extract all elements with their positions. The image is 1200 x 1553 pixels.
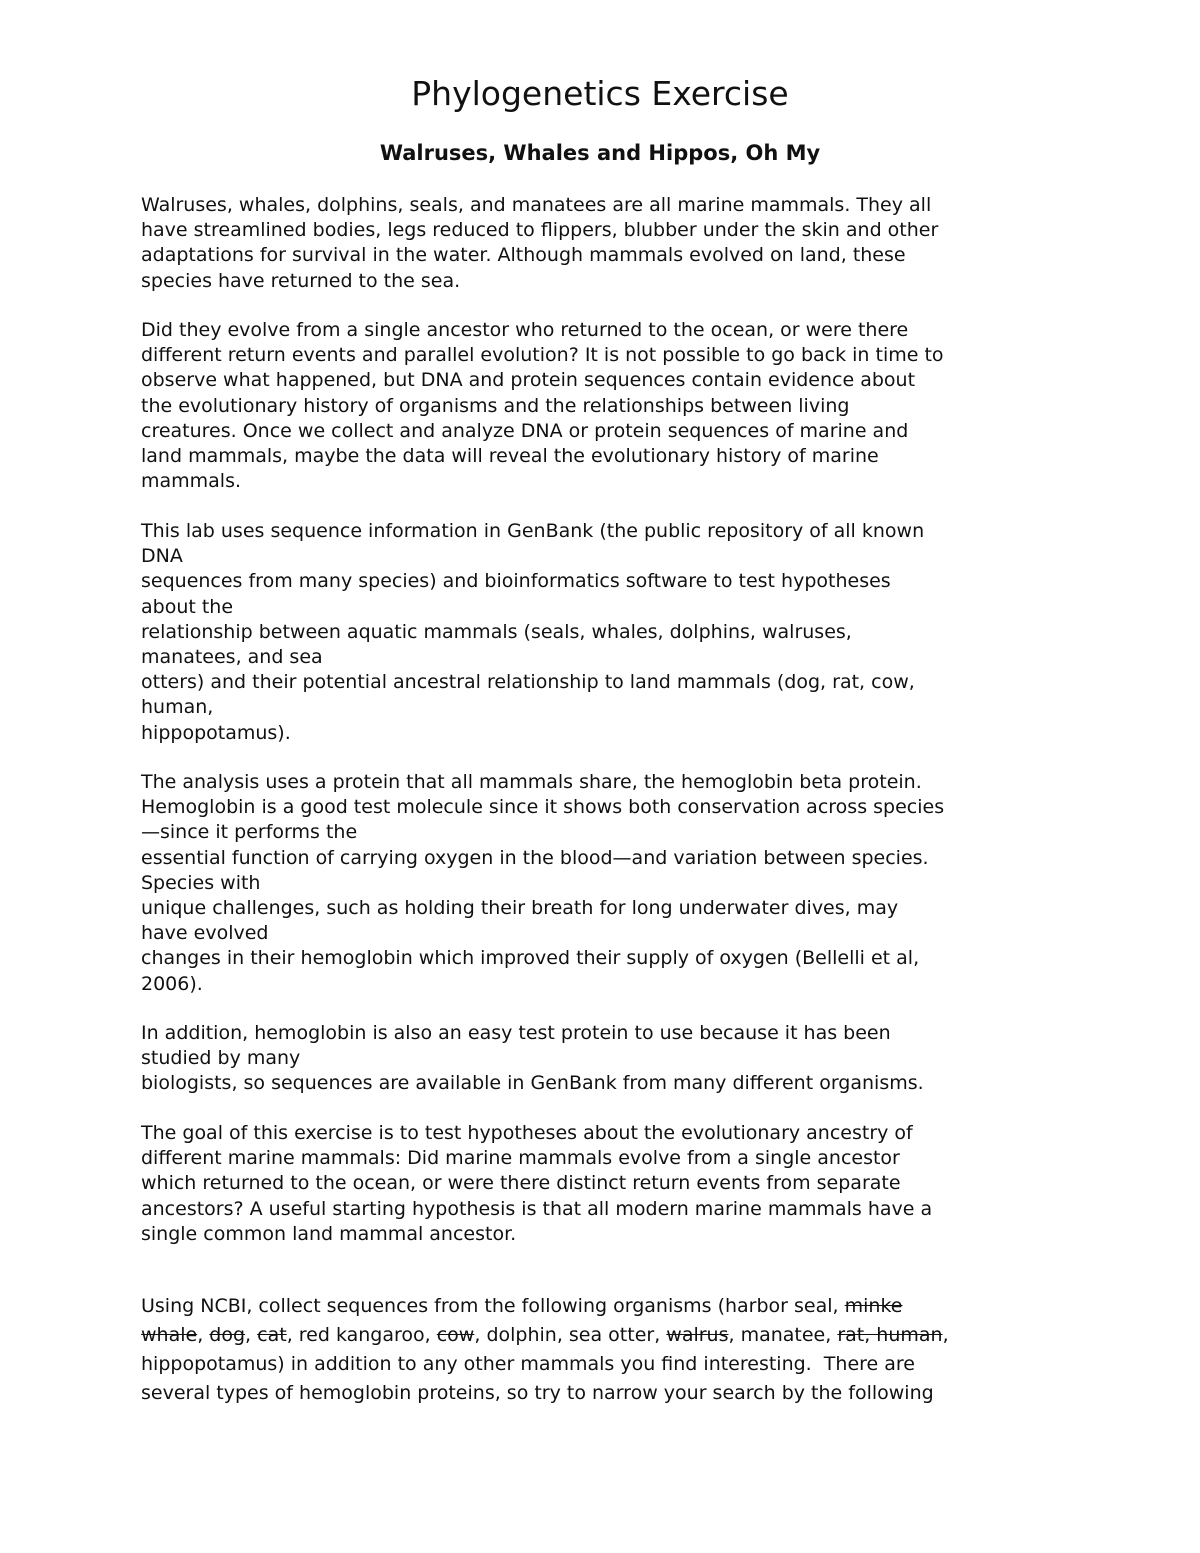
text-line: land mammals, maybe the data will reveal the evolutionary history of marine: [141, 444, 879, 467]
paragraph-lab-description: [141, 519, 1081, 746]
text-run: ,: [942, 1324, 949, 1346]
struck-text: walrus: [666, 1324, 729, 1346]
text-line: single common land mammal ancestor.: [141, 1222, 517, 1245]
paragraph-instructions: [141, 1292, 1081, 1408]
text-line: 2006).: [141, 972, 203, 995]
text-line: Walruses, whales, dolphins, seals, and manatees are all marine mammals. They all: [141, 194, 932, 216]
paragraph-question: [141, 318, 1081, 494]
text-run: , dolphin, sea otter,: [474, 1324, 667, 1346]
text-line: species have returned to the sea.: [141, 269, 461, 292]
struck-text: rat, human: [837, 1324, 943, 1346]
paragraph-hemoglobin: [141, 770, 1081, 997]
struck-text: cat: [257, 1324, 287, 1346]
text-line: [141, 1292, 1081, 1321]
text-line: observe what happened, but DNA and protein sequences contain evidence about: [141, 369, 916, 392]
text-line: studied by many: [141, 1047, 301, 1070]
page-subtitle: Walruses, Whales and Hippos, Oh My: [379, 141, 821, 165]
text-line: adaptations for survival in the water. Although mammals evolved on land, these: [141, 244, 906, 267]
struck-text: dog: [209, 1324, 246, 1346]
page-title: Phylogenetics Exercise: [411, 74, 789, 113]
text-line: essential function of carrying oxygen in the blood—and variation between species.: [141, 846, 929, 869]
text-line: mammals.: [141, 470, 242, 493]
struck-text: whale: [141, 1324, 198, 1346]
text-line: The goal of this exercise is to test hypotheses about the evolutionary ancestry of: [141, 1122, 913, 1144]
text-line: different marine mammals: Did marine mammals evolve from a single ancestor: [141, 1147, 900, 1170]
text-run: , red kangaroo,: [286, 1324, 437, 1346]
paragraph-goal: [141, 1121, 1081, 1247]
text-line: human,: [141, 696, 214, 719]
paragraph-addition: [141, 1021, 1081, 1097]
text-line: sequences from many species) and bioinformatics software to test hypotheses: [141, 570, 891, 593]
text-line: have evolved: [141, 922, 269, 945]
text-line: Species with: [141, 871, 261, 894]
paragraph-intro: [141, 193, 1081, 294]
text-line: about the: [141, 595, 234, 618]
text-line: ancestors? A useful starting hypothesis is that all modern marine mammals have a: [141, 1197, 933, 1220]
text-line: different return events and parallel evolution? It is not possible to go back in time to: [141, 344, 944, 367]
text-line: have streamlined bodies, legs reduced to flippers, blubber under the skin and other: [141, 219, 939, 242]
text-line: In addition, hemoglobin is also an easy test protein to use because it has been: [141, 1022, 891, 1044]
text-line: hippopotamus).: [141, 721, 291, 744]
text-run: ,: [245, 1324, 258, 1346]
text-line: otters) and their potential ancestral relationship to land mammals (dog, rat, cow,: [141, 671, 915, 694]
text-line: Did they evolve from a single ancestor who returned to the ocean, or were there: [141, 319, 909, 341]
text-line: the evolutionary history of organisms and the relationships between living: [141, 394, 850, 417]
text-line: hippopotamus) in addition to any other mammals you find interesting. There are: [141, 1353, 915, 1375]
text-line: —since it performs the: [141, 821, 358, 844]
text-run: , manatee,: [728, 1324, 838, 1346]
text-line: The analysis uses a protein that all mammals share, the hemoglobin beta protein.: [141, 771, 922, 793]
text-line: manatees, and sea: [141, 645, 323, 668]
text-line: This lab uses sequence information in GenBank (the public repository of all known: [141, 520, 925, 542]
text-run: ,: [197, 1324, 210, 1346]
struck-text: minke: [844, 1295, 903, 1317]
struck-text: cow: [436, 1324, 475, 1346]
text-line: several types of hemoglobin proteins, so try to narrow your search by the following: [141, 1382, 934, 1404]
text-run: Using NCBI, collect sequences from the following organisms (harbor seal,: [141, 1295, 845, 1317]
text-line: [141, 1321, 1081, 1350]
text-line: Hemoglobin is a good test molecule since it shows both conservation across species: [141, 796, 945, 819]
text-line: changes in their hemoglobin which improved their supply of oxygen (Bellelli et al,: [141, 947, 920, 970]
text-line: biologists, so sequences are available in GenBank from many different organisms.: [141, 1072, 924, 1095]
text-line: unique challenges, such as holding their breath for long underwater dives, may: [141, 896, 899, 919]
text-line: which returned to the ocean, or were there distinct return events from separate: [141, 1172, 901, 1195]
text-line: relationship between aquatic mammals (seals, whales, dolphins, walruses,: [141, 620, 852, 643]
text-line: DNA: [141, 545, 183, 568]
text-line: creatures. Once we collect and analyze DNA or protein sequences of marine and: [141, 419, 909, 442]
